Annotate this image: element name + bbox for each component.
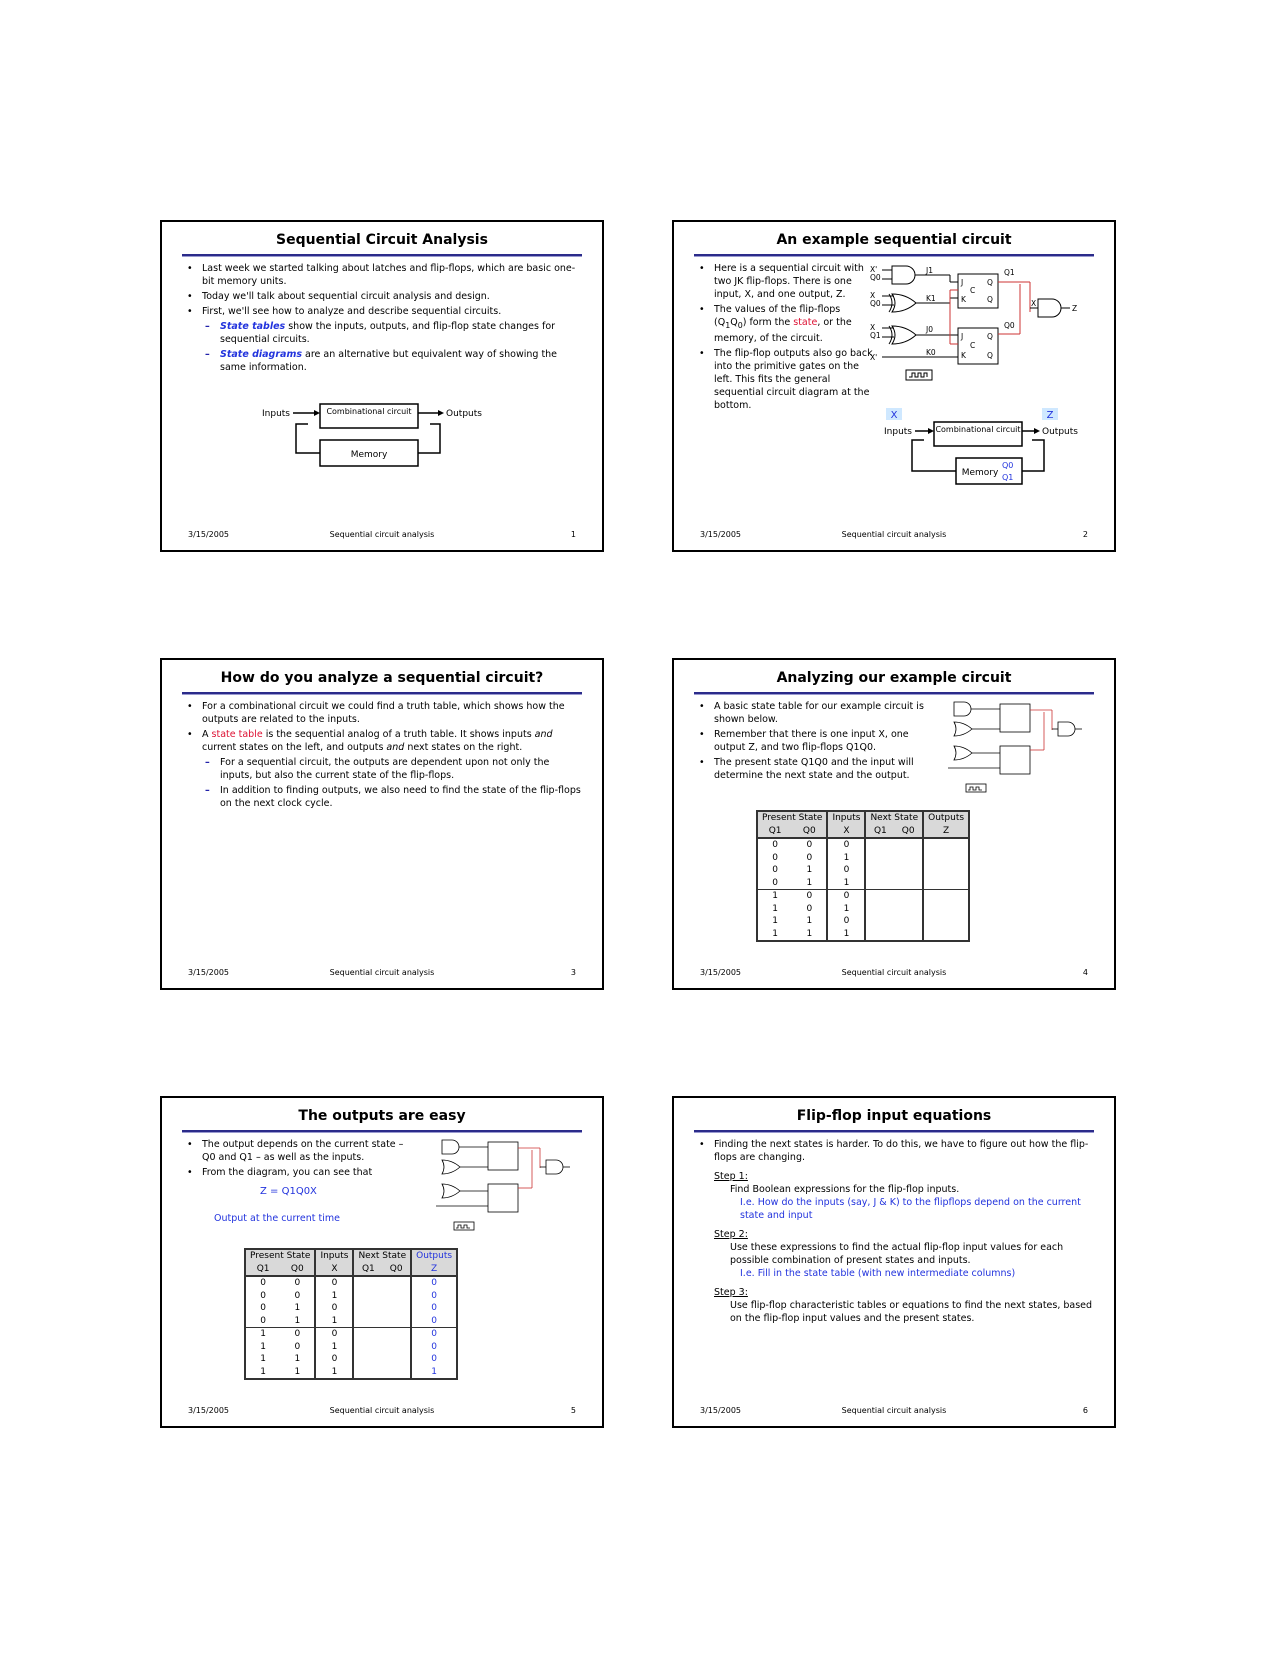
bullet: • The flip-flop outputs also go back into the primitive gates on the left. This fits the general sequential circuit diagram at the bottom. <box>714 347 874 412</box>
footer-date: 3/15/2005 <box>700 968 742 977</box>
footer-date: 3/15/2005 <box>188 968 230 977</box>
lbl: Q1 <box>870 331 881 340</box>
table-cell: 0 <box>411 1276 457 1290</box>
output-equation: Z = Q1Q0X <box>260 1186 317 1197</box>
table-cell <box>353 1366 382 1380</box>
table-cell: 1 <box>315 1366 353 1380</box>
table-cell: 0 <box>245 1302 280 1315</box>
x-label: X <box>890 410 898 421</box>
table-cell <box>923 852 969 865</box>
sub-bullet <box>220 320 582 346</box>
table-cell: 1 <box>280 1366 315 1380</box>
inputs-label: Inputs <box>262 409 290 419</box>
lbl: Q <box>987 295 993 304</box>
slide-body <box>184 1138 418 1225</box>
table-cell: 0 <box>245 1290 280 1303</box>
th-next-q0: Q0 <box>382 1263 411 1277</box>
table-cell: 0 <box>280 1276 315 1290</box>
table-cell: 0 <box>757 838 792 852</box>
q0-label: Q0 <box>1002 461 1014 470</box>
table-row <box>757 852 969 865</box>
table-cell <box>894 838 923 852</box>
step-note: I.e. How do the inputs (say, J & K) to the flipflops depend on the current state and input <box>740 1197 1081 1221</box>
footer-date: 3/15/2005 <box>700 530 742 539</box>
step-heading: Step 1: <box>714 1171 748 1182</box>
slide-title: Flip-flop input equations <box>796 1108 992 1124</box>
table-cell <box>382 1328 411 1341</box>
table-cell: 1 <box>827 903 865 916</box>
table-cell <box>382 1276 411 1290</box>
th-outputs: Outputs <box>411 1249 457 1263</box>
th-z: Z <box>923 825 969 839</box>
lbl: X <box>870 291 876 300</box>
table-cell: 1 <box>315 1341 353 1354</box>
slide-number: 5 <box>570 1406 576 1415</box>
th-next-q0: Q0 <box>894 825 923 839</box>
table-cell: 1 <box>315 1290 353 1303</box>
bullet: • Here is a sequential circuit with two JK flip-flops. There is one input, X, and one output, Z. <box>714 262 874 301</box>
txt: A <box>202 729 212 740</box>
lbl: Q <box>987 278 993 287</box>
bullet: • The present state Q1Q0 and the input will determine the next state and the output. <box>714 756 928 782</box>
table-cell: 0 <box>757 864 792 877</box>
table-cell <box>353 1328 382 1341</box>
sub: 0 <box>737 320 743 330</box>
emph-state-tables: State tables <box>220 321 286 332</box>
table-cell: 0 <box>411 1302 457 1315</box>
outputs-label: Outputs <box>1042 427 1078 437</box>
lbl: X <box>870 323 876 332</box>
table-cell <box>353 1353 382 1366</box>
table-cell: 0 <box>757 852 792 865</box>
bullet: • The output depends on the current state – Q0 and Q1 – as well as the inputs. <box>202 1138 418 1164</box>
lbl: Q1 <box>1004 268 1015 277</box>
th-next-q1: Q1 <box>353 1263 382 1277</box>
table-cell: 0 <box>315 1328 353 1341</box>
slide-number: 4 <box>1082 968 1088 977</box>
table-cell <box>923 890 969 903</box>
th-outputs: Outputs <box>923 811 969 825</box>
table-cell <box>894 903 923 916</box>
table-cell <box>382 1315 411 1328</box>
table-cell: 1 <box>245 1366 280 1380</box>
table-cell <box>865 915 894 928</box>
slide-footer <box>700 1406 1088 1416</box>
table-cell: 0 <box>280 1328 315 1341</box>
txt: is the sequential analog of a truth table. It shows inputs <box>262 729 535 740</box>
lbl: K0 <box>926 348 936 357</box>
table-cell <box>923 838 969 852</box>
table-cell: 0 <box>315 1353 353 1366</box>
state-table <box>244 1248 458 1380</box>
th-q0: Q0 <box>280 1263 315 1277</box>
comb-label: Combinational circuit <box>326 407 412 416</box>
table-cell: 0 <box>411 1341 457 1354</box>
slide-footer <box>188 530 576 540</box>
table-cell: 1 <box>757 903 792 916</box>
table-cell <box>865 903 894 916</box>
table-cell: 0 <box>827 915 865 928</box>
table-cell: 1 <box>757 928 792 942</box>
step-text: Use flip-flop characteristic tables or equations to find the next states, based on the flip-flop input values and the present states. <box>730 1300 1093 1324</box>
table-cell <box>353 1290 382 1303</box>
sequential-block-diagram <box>884 408 1094 498</box>
table-cell <box>382 1302 411 1315</box>
sequential-block-diagram <box>262 402 502 482</box>
title-rule <box>694 254 1094 257</box>
table-cell: 0 <box>411 1328 457 1341</box>
bullet <box>714 303 874 345</box>
txt: , or the memory, of the circuit. <box>714 317 852 344</box>
txt: current states on the left, and outputs <box>202 742 387 753</box>
slide-6 <box>672 1096 1116 1428</box>
table-cell: 1 <box>757 915 792 928</box>
bullet: • Last week we started talking about latches and flip-flops, which are basic one-bit memory units. <box>202 262 582 288</box>
footer-title: Sequential circuit analysis <box>329 530 435 539</box>
slide-body <box>696 1138 1094 1325</box>
table-cell: 1 <box>411 1366 457 1380</box>
footer-title: Sequential circuit analysis <box>329 968 435 977</box>
bullet: • Today we'll talk about sequential circuit analysis and design. <box>202 290 582 303</box>
lbl: J <box>961 332 964 341</box>
footer-title: Sequential circuit analysis <box>841 968 947 977</box>
output-note: Output at the current time <box>214 1213 340 1224</box>
slide-body <box>184 262 582 376</box>
th-x: X <box>315 1263 353 1277</box>
table-cell: 0 <box>792 852 827 865</box>
th-x: X <box>827 825 865 839</box>
lbl: Q0 <box>870 299 881 308</box>
table-cell <box>382 1353 411 1366</box>
txt: and <box>534 729 553 740</box>
lbl: Q <box>987 351 993 360</box>
table-cell: 0 <box>245 1276 280 1290</box>
table-cell: 1 <box>792 864 827 877</box>
slide-title: Analyzing our example circuit <box>776 670 1012 686</box>
txt: next states on the right. <box>404 742 523 753</box>
slide-title: The outputs are easy <box>298 1108 466 1124</box>
state-table <box>756 810 970 942</box>
table-row <box>757 903 969 916</box>
table-cell: 0 <box>827 864 865 877</box>
lbl: C <box>970 341 976 350</box>
table-row <box>245 1341 457 1354</box>
table-cell <box>923 877 969 890</box>
table-cell: 0 <box>792 890 827 903</box>
footer-title: Sequential circuit analysis <box>841 530 947 539</box>
th-next-state: Next State <box>353 1249 411 1263</box>
bullet: • Remember that there is one input X, one output Z, and two flip-flops Q1Q0. <box>714 728 928 754</box>
table-cell: 0 <box>792 903 827 916</box>
slide-title: An example sequential circuit <box>776 232 1012 248</box>
table-cell: 0 <box>280 1290 315 1303</box>
lbl: J1 <box>926 266 933 275</box>
slide-3 <box>160 658 604 990</box>
memory-label: Memory <box>961 468 999 478</box>
table-cell <box>923 903 969 916</box>
table-cell: 0 <box>757 877 792 890</box>
th-inputs: Inputs <box>315 1249 353 1263</box>
sub-bullet: – For a sequential circuit, the outputs are dependent upon not only the inputs, but also the current state of the flip-flops. <box>220 756 582 782</box>
lbl: K <box>961 295 966 304</box>
lbl: X' <box>870 265 878 274</box>
table-row <box>757 877 969 890</box>
slide-body <box>696 700 928 784</box>
lbl: X' <box>870 353 878 362</box>
table-cell: 1 <box>280 1353 315 1366</box>
state-table-body <box>245 1276 457 1379</box>
slide-footer <box>700 530 1088 540</box>
table-cell: 1 <box>792 928 827 942</box>
slide-number: 3 <box>570 968 576 977</box>
table-cell: 1 <box>792 877 827 890</box>
table-cell: 0 <box>280 1341 315 1354</box>
lbl: Z <box>1072 304 1078 313</box>
comb-label: Combinational circuit <box>935 425 1021 434</box>
table-cell: 1 <box>315 1315 353 1328</box>
state-highlight: state <box>793 317 818 328</box>
table-cell: 0 <box>411 1353 457 1366</box>
lbl: Q0 <box>870 273 881 282</box>
table-row <box>245 1328 457 1341</box>
table-cell <box>382 1341 411 1354</box>
table-cell <box>894 890 923 903</box>
title-rule <box>182 254 582 257</box>
slide-footer <box>188 968 576 978</box>
slide-number: 1 <box>570 530 576 539</box>
slide-body <box>184 700 582 812</box>
table-cell <box>923 864 969 877</box>
lbl: J <box>961 278 964 287</box>
th-q1: Q1 <box>757 825 792 839</box>
table-cell: 1 <box>827 928 865 942</box>
step-note: I.e. Fill in the state table (with new intermediate columns) <box>740 1268 1016 1279</box>
table-cell <box>865 928 894 942</box>
mini-circuit-diagram <box>940 700 1090 800</box>
slide-footer <box>700 968 1088 978</box>
lbl: J0 <box>926 325 933 334</box>
txt: Q <box>730 317 738 328</box>
table-cell <box>923 915 969 928</box>
title-rule <box>694 692 1094 695</box>
step-heading: Step 3: <box>714 1287 748 1298</box>
bullet <box>202 728 582 754</box>
slide-2 <box>672 220 1116 552</box>
slide-title: How do you analyze a sequential circuit? <box>220 670 544 686</box>
th-present-state: Present State <box>757 811 827 825</box>
table-cell <box>923 928 969 942</box>
table-row <box>757 838 969 852</box>
table-cell: 1 <box>827 852 865 865</box>
table-row <box>757 864 969 877</box>
table-cell: 1 <box>280 1315 315 1328</box>
q1-label: Q1 <box>1002 473 1014 482</box>
table-cell <box>894 864 923 877</box>
table-row <box>757 915 969 928</box>
footer-date: 3/15/2005 <box>188 1406 230 1415</box>
table-row <box>245 1353 457 1366</box>
table-row <box>245 1315 457 1328</box>
th-q0: Q0 <box>792 825 827 839</box>
table-row <box>757 928 969 942</box>
txt: ) form the <box>742 317 794 328</box>
slide-1 <box>160 220 604 552</box>
table-row <box>245 1302 457 1315</box>
table-cell: 0 <box>411 1290 457 1303</box>
step-heading: Step 2: <box>714 1229 748 1240</box>
z-label: Z <box>1046 410 1054 421</box>
step-text: Use these expressions to find the actual flip-flop input values for each possible combination of present states and inputs. <box>730 1242 1064 1266</box>
txt: The values of the flip-flops (Q <box>714 304 841 328</box>
title-rule <box>182 692 582 695</box>
slide-footer <box>188 1406 576 1416</box>
table-cell: 1 <box>245 1328 280 1341</box>
slide-number: 2 <box>1082 530 1088 539</box>
table-cell: 0 <box>315 1302 353 1315</box>
table-row <box>757 890 969 903</box>
bullet: • First, we'll see how to analyze and describe sequential circuits. <box>202 305 582 318</box>
table-cell <box>353 1276 382 1290</box>
table-cell <box>894 877 923 890</box>
table-row <box>245 1290 457 1303</box>
bullet: • Finding the next states is harder. To do this, we have to figure out how the flip-flops are changing. <box>714 1138 1094 1164</box>
th-present-state: Present State <box>245 1249 315 1263</box>
table-cell: 0 <box>411 1315 457 1328</box>
sub-text: show the inputs, outputs, and flip-flop state changes for sequential circuits. <box>220 321 556 345</box>
table-cell <box>894 928 923 942</box>
slide-4 <box>672 658 1116 990</box>
memory-label: Memory <box>350 450 388 460</box>
table-cell <box>865 864 894 877</box>
sub-bullet <box>220 348 582 374</box>
step-text: Find Boolean expressions for the flip-flop inputs. <box>730 1184 960 1195</box>
table-cell: 1 <box>757 890 792 903</box>
bullet: • From the diagram, you can see that <box>202 1166 418 1179</box>
state-table-body <box>757 838 969 941</box>
slide-body <box>696 262 874 414</box>
th-q1: Q1 <box>245 1263 280 1277</box>
footer-date: 3/15/2005 <box>188 530 230 539</box>
table-cell: 0 <box>245 1315 280 1328</box>
slide-title: Sequential Circuit Analysis <box>276 232 488 248</box>
table-cell: 0 <box>792 838 827 852</box>
table-cell <box>382 1366 411 1380</box>
table-cell <box>894 915 923 928</box>
bullet: • For a combinational circuit we could find a truth table, which shows how the outputs are related to the inputs. <box>202 700 582 726</box>
table-cell: 1 <box>280 1302 315 1315</box>
table-cell: 1 <box>245 1353 280 1366</box>
lbl: Q <box>987 332 993 341</box>
table-cell <box>353 1315 382 1328</box>
lbl: K <box>961 351 966 360</box>
table-cell: 1 <box>792 915 827 928</box>
th-next-q1: Q1 <box>865 825 894 839</box>
table-cell: 0 <box>827 838 865 852</box>
emph-state-diagrams: State diagrams <box>220 349 303 360</box>
slide-5 <box>160 1096 604 1428</box>
footer-title: Sequential circuit analysis <box>841 1406 947 1415</box>
table-row <box>245 1276 457 1290</box>
lbl: X <box>1031 299 1037 308</box>
table-cell <box>894 852 923 865</box>
table-row <box>245 1366 457 1380</box>
inputs-label: Inputs <box>884 427 912 437</box>
th-next-state: Next State <box>865 811 923 825</box>
mini-circuit-diagram <box>428 1138 578 1238</box>
table-cell <box>865 852 894 865</box>
th-inputs: Inputs <box>827 811 865 825</box>
outputs-label: Outputs <box>446 409 482 419</box>
lbl: Q0 <box>1004 321 1015 330</box>
sub-text: are an alternative but equivalent way of showing the same information. <box>220 349 558 373</box>
lbl: K1 <box>926 294 936 303</box>
title-rule <box>182 1130 582 1133</box>
table-cell <box>382 1290 411 1303</box>
table-cell: 0 <box>315 1276 353 1290</box>
table-cell <box>865 838 894 852</box>
sub: 1 <box>725 320 731 330</box>
lbl: C <box>970 286 976 295</box>
footer-title: Sequential circuit analysis <box>329 1406 435 1415</box>
txt: and <box>386 742 405 753</box>
table-cell: 1 <box>245 1341 280 1354</box>
footer-date: 3/15/2005 <box>700 1406 742 1415</box>
table-cell <box>865 890 894 903</box>
jk-circuit-diagram <box>870 264 1080 404</box>
state-table-highlight: state table <box>211 729 263 740</box>
title-rule <box>694 1130 1094 1133</box>
table-cell: 0 <box>827 890 865 903</box>
bullet: • A basic state table for our example circuit is shown below. <box>714 700 928 726</box>
table-cell <box>865 877 894 890</box>
th-z: Z <box>411 1263 457 1277</box>
sub-bullet: – In addition to finding outputs, we also need to find the state of the flip-flops on the next clock cycle. <box>220 784 582 810</box>
table-cell <box>353 1302 382 1315</box>
table-cell: 1 <box>827 877 865 890</box>
table-cell <box>353 1341 382 1354</box>
slide-number: 6 <box>1082 1406 1088 1415</box>
